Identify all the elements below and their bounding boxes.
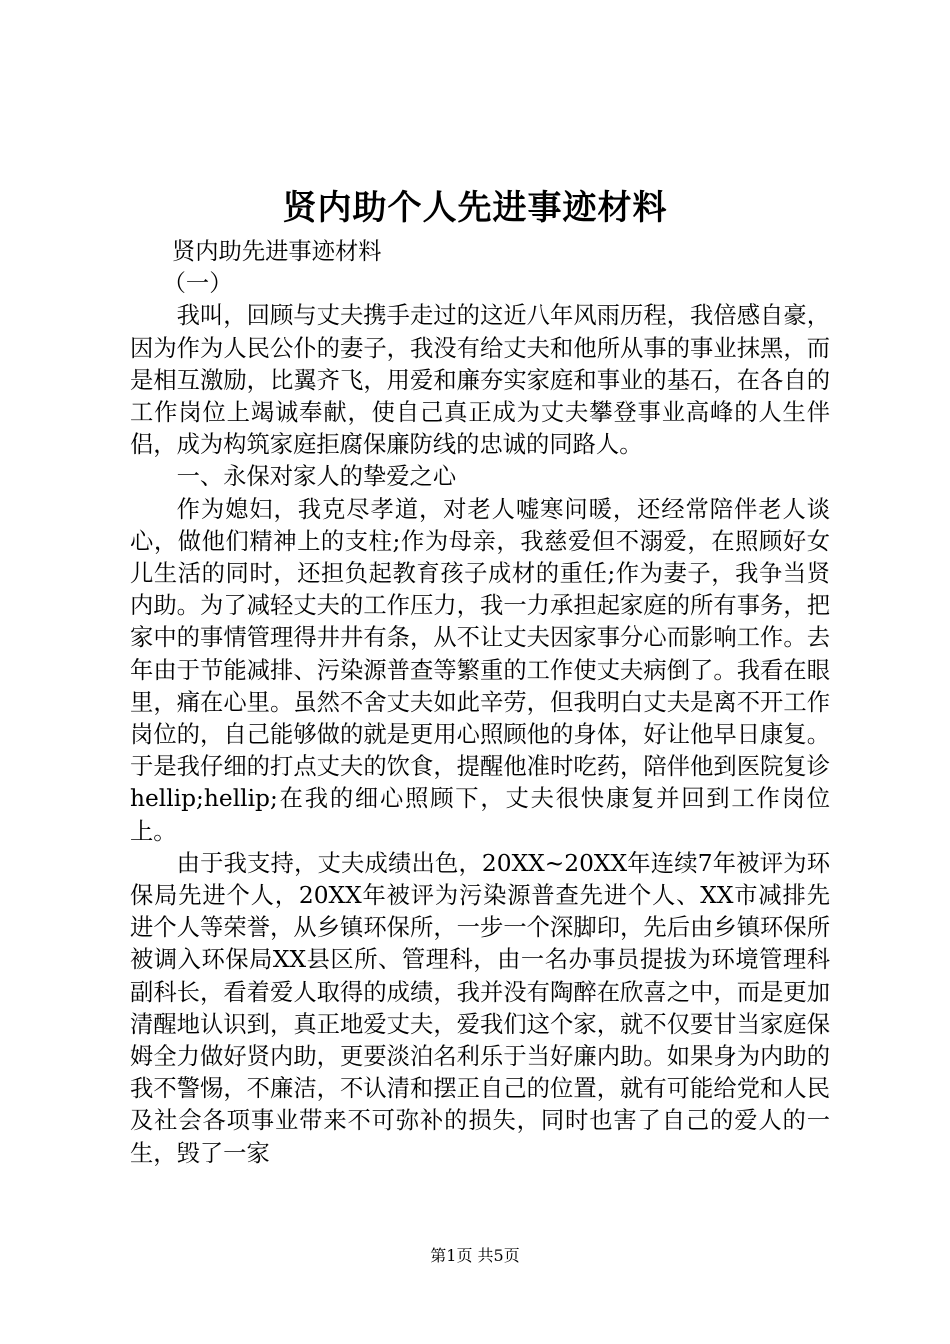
- document-subtitle: 贤内助先进事迹材料: [171, 238, 382, 265]
- document-body: [130, 236, 830, 1170]
- body-paragraph: 作为媳妇，我克尽孝道，对老人嘘寒问暖，还经常陪伴老人谈心，做他们精神上的支柱;作为母亲，我慈爱但不溺爱，在照顾好女儿生活的同时，还担负起教育孩子成材的重任;作为妻子，我争当贤内助。为了减轻丈夫的工作压力，我一力承担起家庭的所有事务，把家中的事情管理得井井有条，从不让丈夫因家事分心而影响工作。去年由于节能减排、污染源普查等繁重的工作使丈夫病倒了。我看在眼里，痛在心里。虽然不舍丈夫如此辛劳，但我明白丈夫是离不开工作岗位的，自己能够做的就是更用心照顾他的身体，好让他早日康复。于是我仔细的打点丈夫的饮食，提醒他准时吃药，陪伴他到医院复诊hellip;hellip;在我的细心照顾下，丈夫很快康复并回到工作岗位上。: [130, 495, 830, 845]
- page-footer: 第1页 共5页: [430, 1246, 520, 1265]
- section-heading: 一、永保对家人的挚爱之心: [176, 463, 457, 491]
- body-paragraph: 我叫，回顾与丈夫携手走过的这近八年风雨历程，我倍感自豪，因为作为人民公仆的妻子，我没有给丈夫和他所从事的事业抹黑，而是相互激励，比翼齐飞，用爱和廉夯实家庭和事业的基石，在各自的工作岗位上竭诚奉献，使自己真正成为丈夫攀登事业高峰的人生伴侣，成为构筑家庭拒腐保廉防线的忠诚的同路人。: [130, 302, 830, 459]
- body-paragraph: 由于我支持，丈夫成绩出色，20XX~20XX年连续7年被评为环保局先进个人，20XX年被评为污染源普查先进个人、XX市减排先进个人等荣誉，从乡镇环保所，一步一个深脚印，先后由乡镇环保所被调入环保局XX县区所、管理科，由一名办事员提拔为环境管理科副科长，看着爱人取得的成绩，我并没有陶醉在欣喜之中，而是更加清醒地认识到，真正地爱丈夫，爱我们这个家，就不仅要甘当家庭保姆全力做好贤内助，更要淡泊名利乐于当好廉内助。如果身为内助的我不警惕，不廉洁，不认清和摆正自己的位置，就有可能给党和人民及社会各项事业带来不可弥补的损失，同时也害了自己的爱人的一生，毁了一家: [130, 849, 830, 1167]
- section-marker: （一）: [162, 270, 233, 298]
- document-title: 贤内助个人先进事迹材料: [282, 188, 668, 228]
